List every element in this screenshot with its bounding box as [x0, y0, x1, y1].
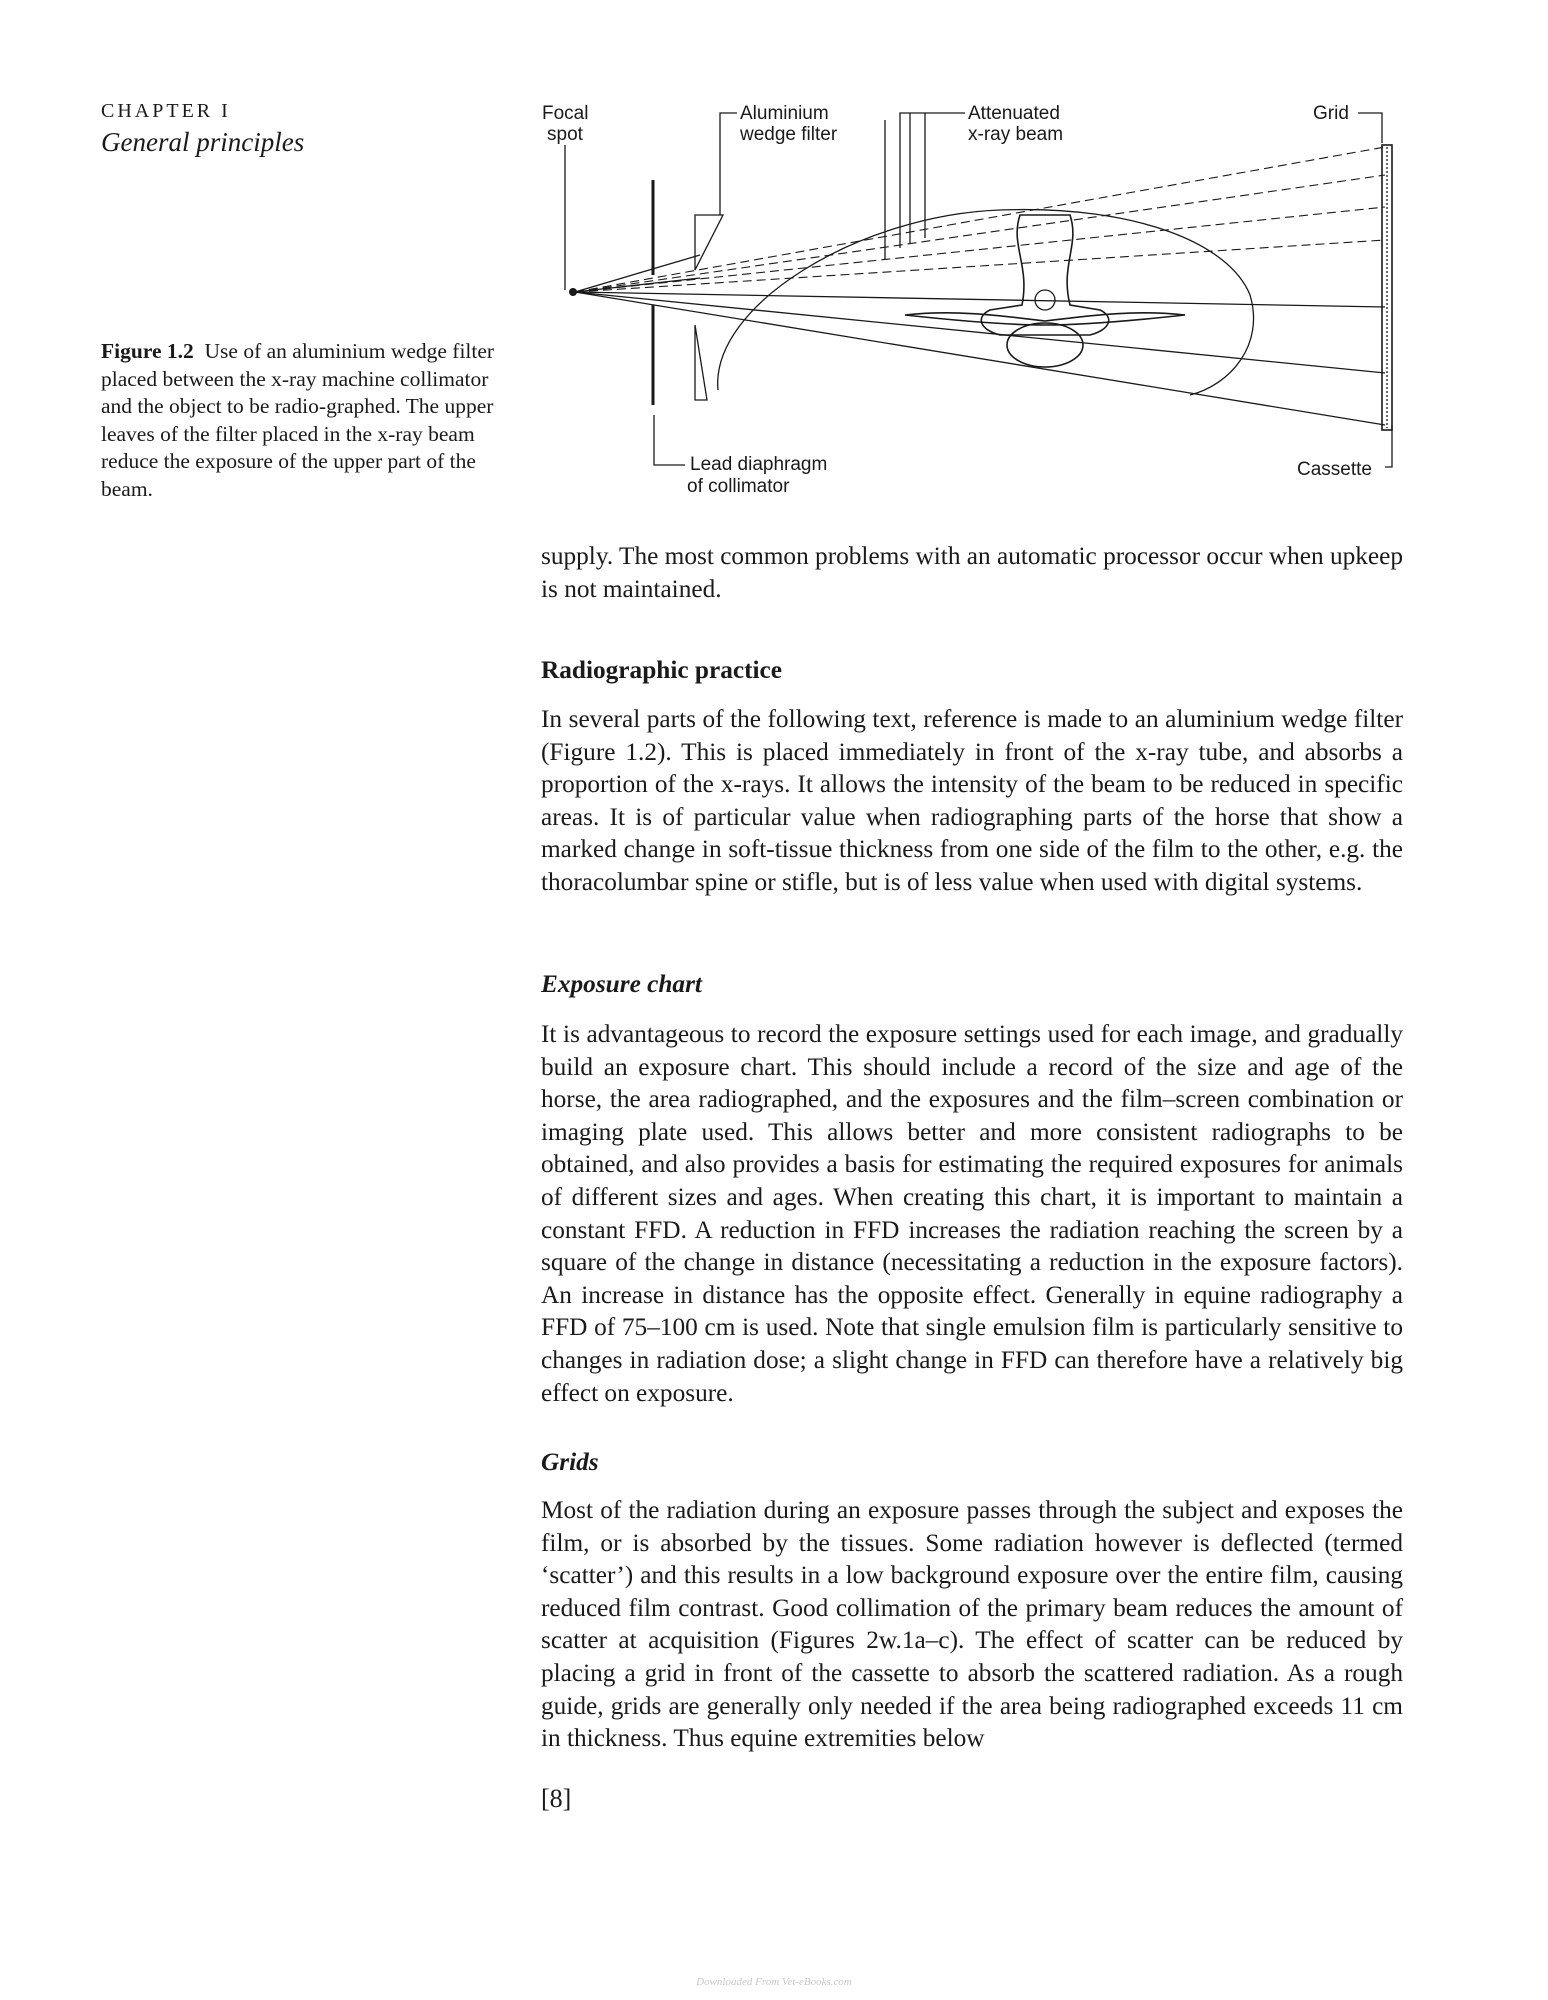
paragraph-grids: [541, 1494, 1403, 1755]
grids-text: Most of the radiation during an exposure passes through the subject and exposes the film, or is absorbed by the tissues. Some radiation however is deflected (termed ‘scatter’) and this results in a low background exposure over the entire film, causing reduced film contrast. Good collimation of the primary beam reduces the amount of scatter at acquisition (Figures 2w.1a–c). The effect of scatter can be reduced by placing a grid in front of the cassette to absorb the scattered radiation. As a rough guide, grids are generally only needed if the area being radiographed exceeds 11 cm in thickness. Thus equine extremities below: [541, 1496, 1403, 1753]
horse-outline: [718, 210, 1254, 395]
label-focal-2: spot: [547, 124, 583, 145]
beam-ray-3: [575, 255, 700, 292]
download-footer: Downloaded From Vet-eBooks.com: [696, 1976, 852, 1988]
leader-lead: [654, 415, 685, 465]
label-wedge-1: Aluminium: [740, 103, 829, 124]
label-lead-2: of collimator: [687, 476, 790, 497]
exposure-text: It is advantageous to record the exposure settings used for each image, and gradually build an exposure chart. This should include a record of the size and age of the horse, the area radiographed, and the exposures and the film–screen combination or imaging plate used. This allows better and more consistent radiographs to be obtained, and also provides a basis for estimating the required exposures for animals of different sizes and ages. When creating this chart, it is important to maintain a constant FFD. A reduction in FFD increases the radiation reaching the screen by a square of the change in distance (necessitating a reduction in the exposure factors). An increase in distance has the opposite effect. Generally in equine radiography a FFD of 75–100 cm is used. Note that single emulsion film is particularly sensitive to changes in radiation dose; a slight change in FFD can therefore have a relatively big effect on exposure.: [541, 1020, 1403, 1407]
heading-grids: Grids: [541, 1448, 599, 1476]
heading-exposure-chart: Exposure chart: [541, 970, 702, 998]
leader-cassette: [1385, 425, 1392, 467]
paragraph-practice: [541, 703, 1403, 899]
label-wedge-2: wedge filter: [740, 124, 838, 145]
intro-text: supply. The most common problems with an automatic processor occur when upkeep is not maintained.: [541, 542, 1404, 603]
practice-text: In several parts of the following text, reference is made to an aluminium wedge filter (Figure 1.2). This is placed immediately in front of the x-ray tube, and absorbs a proportion of the x-rays. It allows the intensity of the beam to be reduced in specific areas. It is of particular value when radiographing parts of the horse that show a marked change in soft-tissue thickness from one side of the film to the other, e.g. the thoracolumbar spine or stifle, but is of less value when used with digital systems.: [541, 705, 1403, 896]
page-number: [8]: [541, 1784, 572, 1813]
wedge-filter-upper: [695, 215, 723, 270]
figure-caption-label: Figure 1.2: [101, 339, 194, 363]
leader-grid: [1358, 113, 1382, 143]
label-atten-1: Attenuated: [968, 103, 1060, 124]
vertebral-body: [1007, 323, 1083, 367]
heading-radiographic-practice: Radiographic practice: [541, 656, 782, 684]
chapter-label: CHAPTER I: [101, 100, 231, 122]
vertebra: [981, 215, 1108, 335]
label-grid: Grid: [1313, 103, 1349, 124]
label-lead-1: Lead diaphragm: [690, 454, 828, 475]
wedge-filter-lower: [695, 325, 707, 400]
chapter-title: General principles: [101, 127, 305, 157]
leader-wedge: [720, 113, 737, 215]
beam-edge-lower: [575, 292, 1385, 425]
wedge-filter-diagram: [530, 95, 1430, 505]
figure-caption: [101, 338, 501, 504]
dashed-ray-2: [575, 175, 1385, 292]
paragraph-exposure: [541, 1018, 1403, 1409]
label-focal-1: Focal: [542, 103, 589, 124]
focal-spot-dot: [569, 288, 577, 296]
intro-paragraph: [541, 540, 1403, 605]
figure-caption-text: Use of an aluminium wedge filter placed between the x-ray machine collimator and the object to be radio-graphed. The upper leaves of the filter placed in the x-ray beam reduce the exposure of the upper part of the beam.: [101, 339, 495, 501]
label-cassette: Cassette: [1297, 459, 1372, 480]
label-atten-2: x-ray beam: [968, 124, 1064, 145]
